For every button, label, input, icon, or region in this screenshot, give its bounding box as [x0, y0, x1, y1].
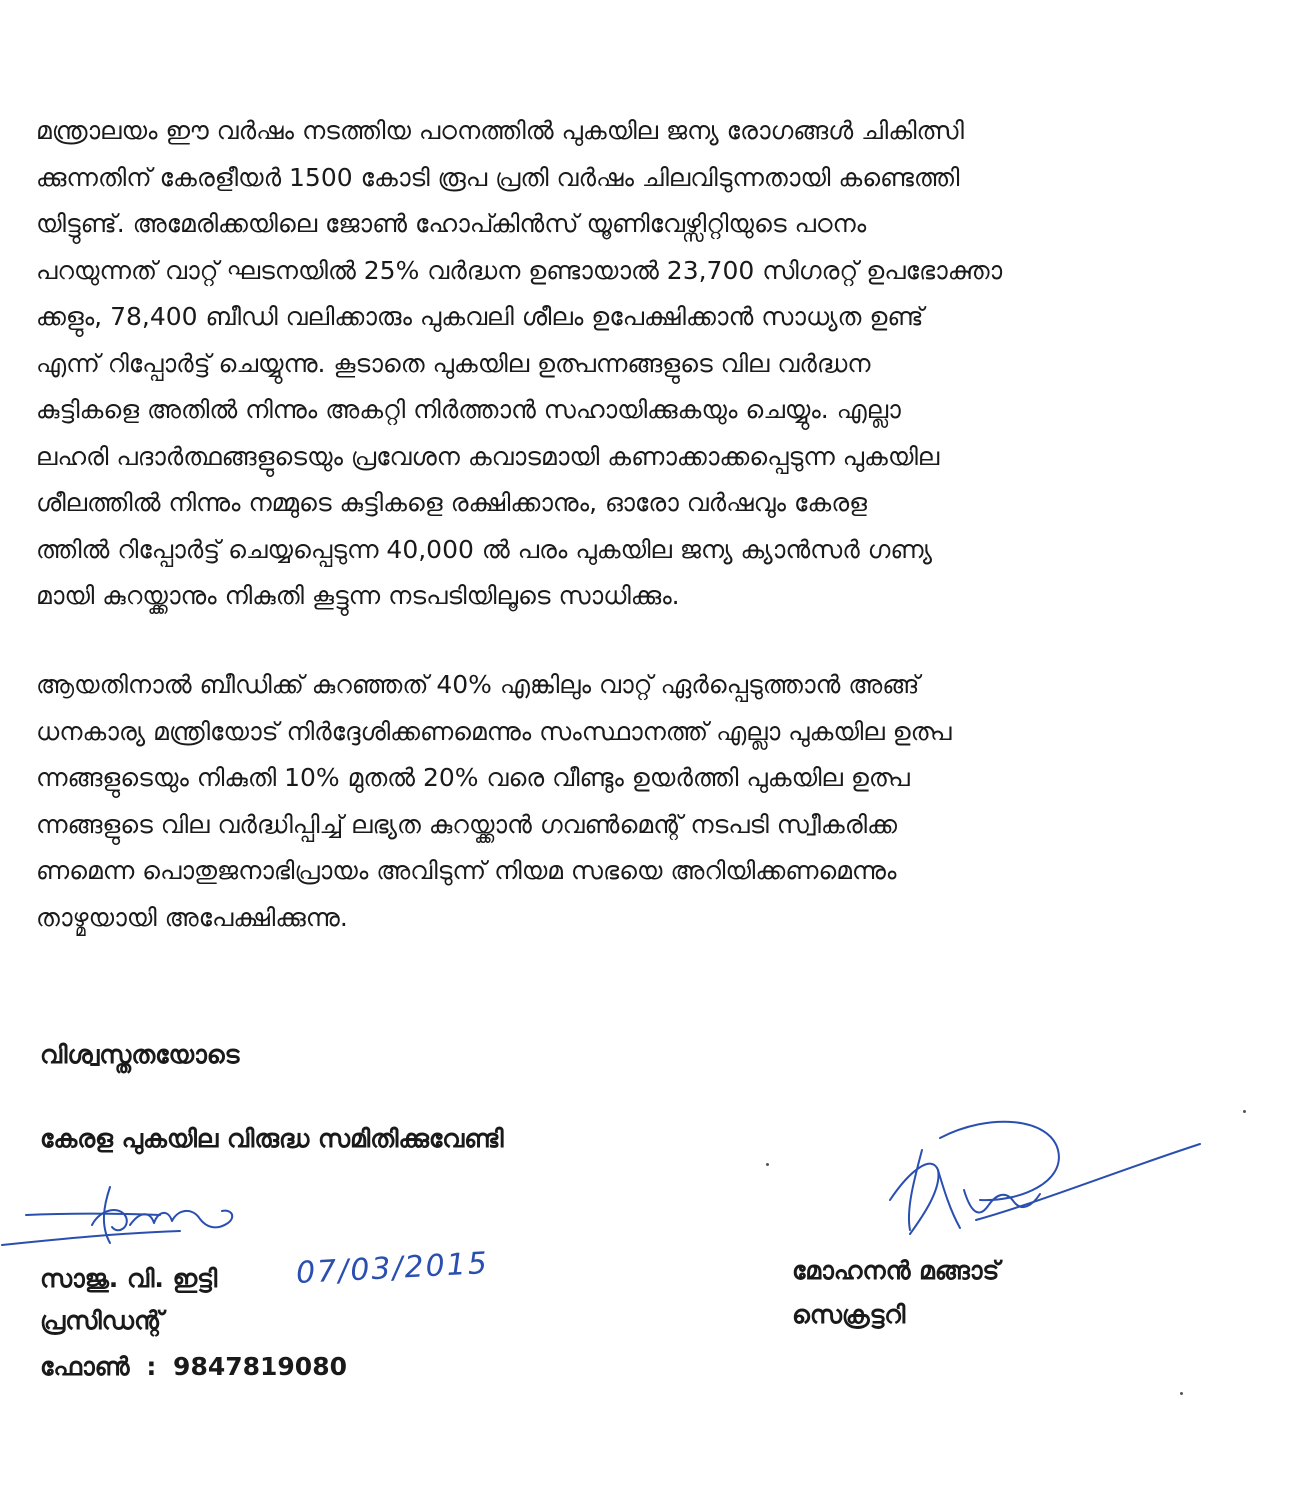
paragraph-line: പറയുന്നത് വാറ്റ് ഘടനയിൽ 25% വർദ്ധന ഉണ്ടായാൽ 23,700 സിഗരറ്റ് ഉപഭോക്താ [36, 255, 1003, 285]
paragraph-line: ലഹരി പദാർത്ഥങ്ങളുടെയും പ്രവേശന കവാടമായി കണാക്കാക്കപ്പെടുന്ന പുകയില [36, 441, 940, 471]
paragraph-line: എന്ന് റിപ്പോർട്ട് ചെയ്യുന്നു. കൂടാതെ പുകയില ഉത്പന്നങ്ങളുടെ വില വർദ്ധന [36, 348, 871, 378]
scan-speck [1243, 1110, 1246, 1113]
paragraph-line: യിട്ടുണ്ട്. അമേരിക്കയിലെ ജോൺ ഹോപ്കിൻസ് യൂണിവേഴ്സിറ്റിയുടെ പഠനം [36, 209, 867, 238]
signatory-left-title: പ്രസിഡന്റ് [40, 1306, 164, 1335]
scan-speck [1180, 1392, 1183, 1395]
paragraph-line: ത്തിൽ റിപ്പോർട്ട് ചെയ്യപ്പെടുന്ന 40,000 ൽ പരം പുകയില ജന്യ ക്യാൻസർ ഗണ്യ [36, 534, 932, 564]
paragraph-line: ക്കുന്നതിന് കേരളീയർ 1500 കോടി രൂപ പ്രതി വർഷം ചിലവിടുന്നതായി കണ്ടെത്തി [36, 162, 960, 192]
closing-salutation: വിശ്വസ്തതയോടെ [40, 1040, 240, 1069]
paragraph-line: മായി കുറയ്ക്കാനും നികുതി കൂട്ടുന്ന നടപടിയിലൂടെ സാധിക്കും. [36, 581, 680, 610]
handwritten-date: 07/03/2015 [295, 1245, 490, 1292]
body-paragraph-2 [36, 662, 1256, 941]
signatory-left-name: സാജു. വി. ഇട്ടി [40, 1264, 218, 1293]
paragraph-line: ന്നങ്ങളുടെ വില വർദ്ധിപ്പിച്ച് ലഭ്യത കുറയ്ക്കാൻ ഗവൺമെന്റ് നടപടി സ്വീകരിക്ക [36, 809, 897, 839]
signatory-right-title: സെക്രട്ടറി [792, 1300, 906, 1329]
paragraph-line: ണമെന്ന പൊതുജനാഭിപ്രായം അവിടുന്ന് നിയമ സഭയെ അറിയിക്കണമെന്നും [36, 856, 897, 885]
paragraph-line: മന്ത്രാലയം ഈ വർഷം നടത്തിയ പഠനത്തിൽ പുകയില ജന്യ രോഗങ്ങൾ ചികിത്സി [36, 116, 964, 145]
signature-left-image [0, 1165, 240, 1255]
paragraph-line: ആയതിനാൽ ബീഡിക്ക് കുറഞ്ഞത് 40% എങ്കിലും വാറ്റ് ഏർപ്പെടുത്താൻ അങ്ങ് [36, 670, 920, 699]
closing-on-behalf: കേരള പുകയില വിരുദ്ധ സമിതിക്കുവേണ്ടി [40, 1124, 504, 1153]
paragraph-line: ന്നങ്ങളുടെയും നികുതി 10% മുതൽ 20% വരെ വീണ്ടും ഉയർത്തി പുകയില ഉത്പ [36, 763, 910, 792]
paragraph-line: ധനകാര്യ മന്ത്രിയോട് നിർദ്ദേശിക്കണമെന്നും സംസ്ഥാനത്ത് എല്ലാ പുകയില ഉത്പ [36, 716, 952, 746]
body-paragraph-1 [36, 108, 1256, 620]
phone-line [40, 1352, 347, 1382]
paragraph-line: താഴ്മയായി അപേക്ഷിക്കുന്നു. [36, 902, 348, 932]
paragraph-line: ശീലത്തിൽ നിന്നും നമ്മുടെ കുട്ടികളെ രക്ഷിക്കാനും, ഓരോ വർഷവും കേരള [36, 488, 867, 517]
phone-label: ഫോൺ [40, 1352, 130, 1381]
paragraph-line: കുട്ടികളെ അതിൽ നിന്നും അകറ്റി നിർത്താൻ സഹായിക്കുകയും ചെയ്യും. എല്ലാ [36, 395, 901, 424]
signatory-right-name: മോഹനൻ മങ്ങാട് [792, 1256, 1000, 1285]
signature-right-image [880, 1110, 1210, 1250]
scan-speck [766, 1163, 769, 1166]
paragraph-line: ക്കളും, 78,400 ബീഡി വലിക്കാരും പുകവലി ശീലം ഉപേക്ഷിക്കാൻ സാധ്യത ഉണ്ട് [36, 302, 924, 331]
phone-separator: : [146, 1352, 157, 1381]
phone-number: 9847819080 [173, 1352, 347, 1381]
